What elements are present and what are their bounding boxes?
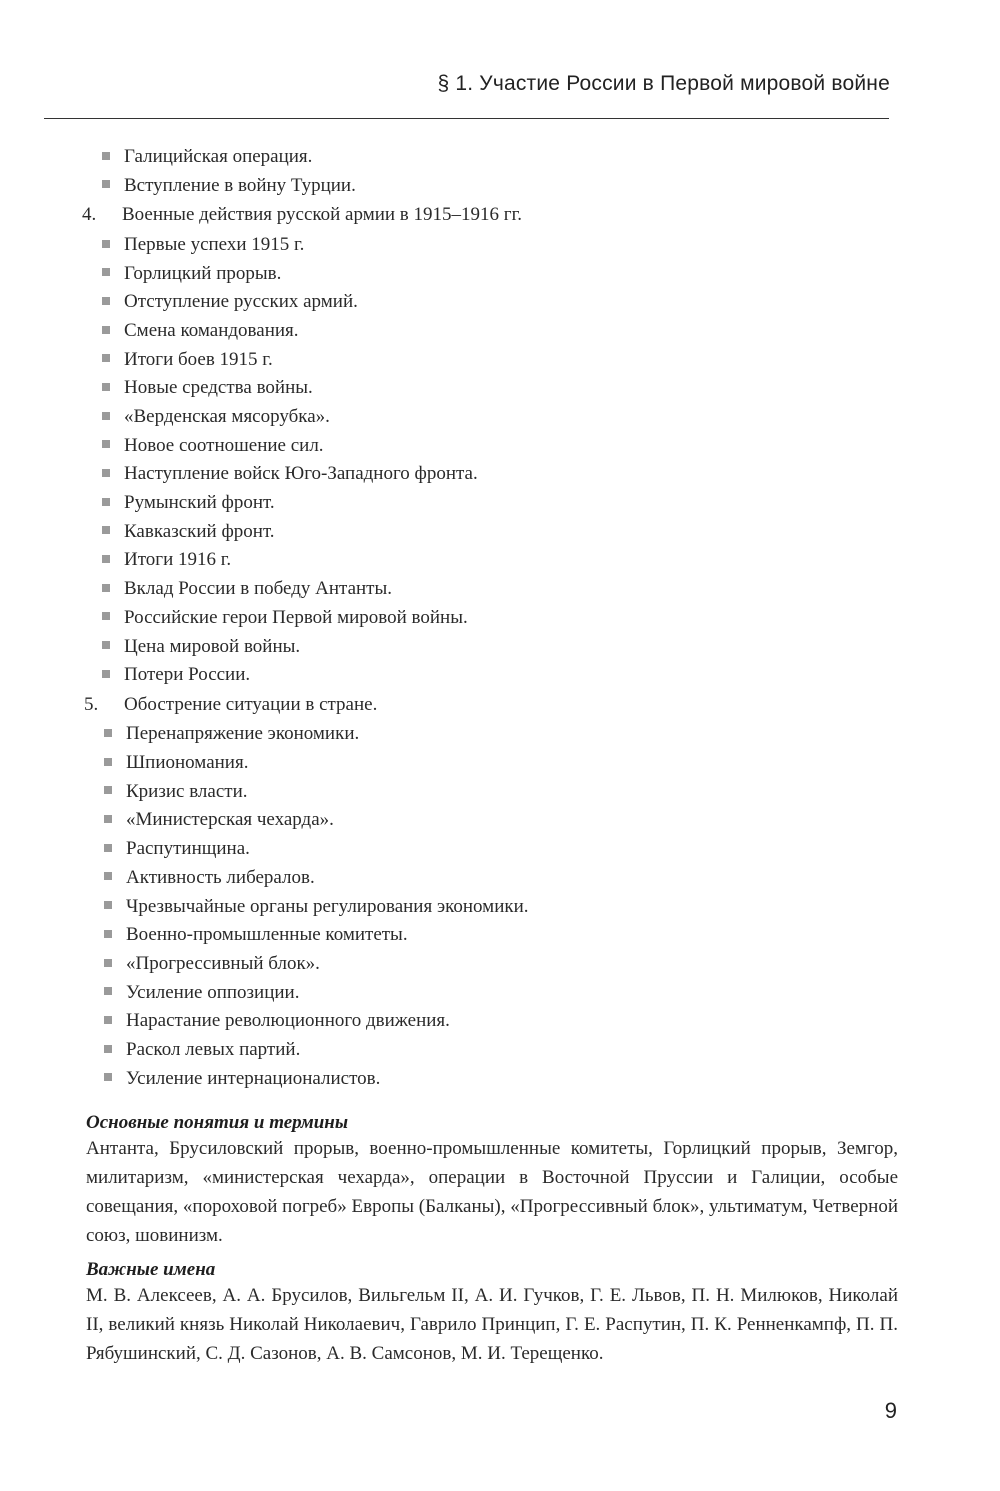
square-bullet-icon xyxy=(104,901,112,909)
square-bullet-icon xyxy=(104,815,112,823)
square-bullet-icon xyxy=(102,383,110,391)
list-item: Нарастание революционного движения. xyxy=(0,1007,1000,1036)
running-header: § 1. Участие России в Первой мировой войне xyxy=(437,72,890,95)
list-item: Шпиономания. xyxy=(0,749,1000,778)
square-bullet-icon xyxy=(102,412,110,420)
list-item: Вступление в войну Турции. xyxy=(0,172,1000,201)
names-text: М. В. Алексеев, А. А. Брусилов, Вильгельм II, А. И. Гучков, Г. Е. Львов, П. Н. Милюков, Николай II, великий князь Николай Николаевич, Гаврило Принцип, Г. Е. Распутин, П. К. Ренненкампф, П. П. Рябушинский, С. Д. Сазонов, А. В. Самсонов, М. И. Терещенко. xyxy=(86,1285,898,1364)
topic-outline xyxy=(0,143,1000,1093)
list-item: Раскол левых партий. xyxy=(0,1036,1000,1065)
list-item: Отступление русских армий. xyxy=(0,288,1000,317)
list-item: Российские герои Первой мировой войны. xyxy=(0,604,1000,633)
square-bullet-icon xyxy=(102,612,110,620)
square-bullet-icon xyxy=(102,354,110,362)
terms-block xyxy=(86,1112,898,1250)
square-bullet-icon xyxy=(104,959,112,967)
section-heading-5: 5. Обострение ситуации в стране. xyxy=(84,693,378,715)
list-item: Военно-промышленные комитеты. xyxy=(0,921,1000,950)
square-bullet-icon xyxy=(102,240,110,248)
list-item: Распутинщина. xyxy=(0,835,1000,864)
square-bullet-icon xyxy=(104,872,112,880)
list-item: Первые успехи 1915 г. xyxy=(0,231,1000,260)
square-bullet-icon xyxy=(102,670,110,678)
list-item: Перенапряжение экономики. xyxy=(0,720,1000,749)
list-item: Вклад России в победу Антанты. xyxy=(0,575,1000,604)
square-bullet-icon xyxy=(104,758,112,766)
square-bullet-icon xyxy=(104,1073,112,1081)
square-bullet-icon xyxy=(104,987,112,995)
square-bullet-icon xyxy=(104,729,112,737)
list-item: Кризис власти. xyxy=(0,778,1000,807)
list-item: Цена мировой войны. xyxy=(0,633,1000,662)
names-heading: Важные имена xyxy=(86,1259,216,1280)
list-item: «Верденская мясорубка». xyxy=(0,403,1000,432)
square-bullet-icon xyxy=(102,297,110,305)
list-item: Итоги боев 1915 г. xyxy=(0,346,1000,375)
square-bullet-icon xyxy=(102,498,110,506)
page-number: 9 xyxy=(884,1398,897,1423)
list-item: Горлицкий прорыв. xyxy=(0,260,1000,289)
list-item: Усиление оппозиции. xyxy=(0,979,1000,1008)
header-divider xyxy=(44,118,889,119)
list-item: Наступление войск Юго-Западного фронта. xyxy=(0,460,1000,489)
square-bullet-icon xyxy=(102,584,110,592)
square-bullet-icon xyxy=(102,440,110,448)
square-bullet-icon xyxy=(102,555,110,563)
terms-text: Антанта, Брусиловский прорыв, военно-промышленные комитеты, Горлицкий прорыв, Земгор, милитаризм, «министерская чехарда», операции в Восточной Пруссии и Галиции, особые совещания, «пороховой погреб» Европы (Балканы), «Прогрессивный блок», ультиматум, Четверной союз, шовинизм. xyxy=(86,1138,898,1246)
square-bullet-icon xyxy=(104,1016,112,1024)
square-bullet-icon xyxy=(104,844,112,852)
list-item: «Прогрессивный блок». xyxy=(0,950,1000,979)
square-bullet-icon xyxy=(102,526,110,534)
square-bullet-icon xyxy=(102,180,110,188)
list-item: Смена командования. xyxy=(0,317,1000,346)
list-item: Новые средства войны. xyxy=(0,374,1000,403)
list-item: Галицийская операция. xyxy=(0,143,1000,172)
square-bullet-icon xyxy=(102,469,110,477)
square-bullet-icon xyxy=(102,641,110,649)
square-bullet-icon xyxy=(102,152,110,160)
list-item: «Министерская чехарда». xyxy=(0,806,1000,835)
square-bullet-icon xyxy=(104,930,112,938)
list-item: Итоги 1916 г. xyxy=(0,546,1000,575)
square-bullet-icon xyxy=(102,268,110,276)
list-item: Активность либералов. xyxy=(0,864,1000,893)
names-block xyxy=(86,1259,898,1368)
square-bullet-icon xyxy=(104,786,112,794)
list-item: Усиление интернационалистов. xyxy=(0,1065,1000,1094)
list-item: Румынский фронт. xyxy=(0,489,1000,518)
list-item: Потери России. xyxy=(0,661,1000,690)
list-item: Чрезвычайные органы регулирования экономики. xyxy=(0,893,1000,922)
list-item: Кавказский фронт. xyxy=(0,518,1000,547)
square-bullet-icon xyxy=(104,1045,112,1053)
section-heading-4: 4. Военные действия русской армии в 1915–1916 гг. xyxy=(82,204,522,226)
terms-heading: Основные понятия и термины xyxy=(86,1112,349,1133)
square-bullet-icon xyxy=(102,326,110,334)
list-item: Новое соотношение сил. xyxy=(0,432,1000,461)
